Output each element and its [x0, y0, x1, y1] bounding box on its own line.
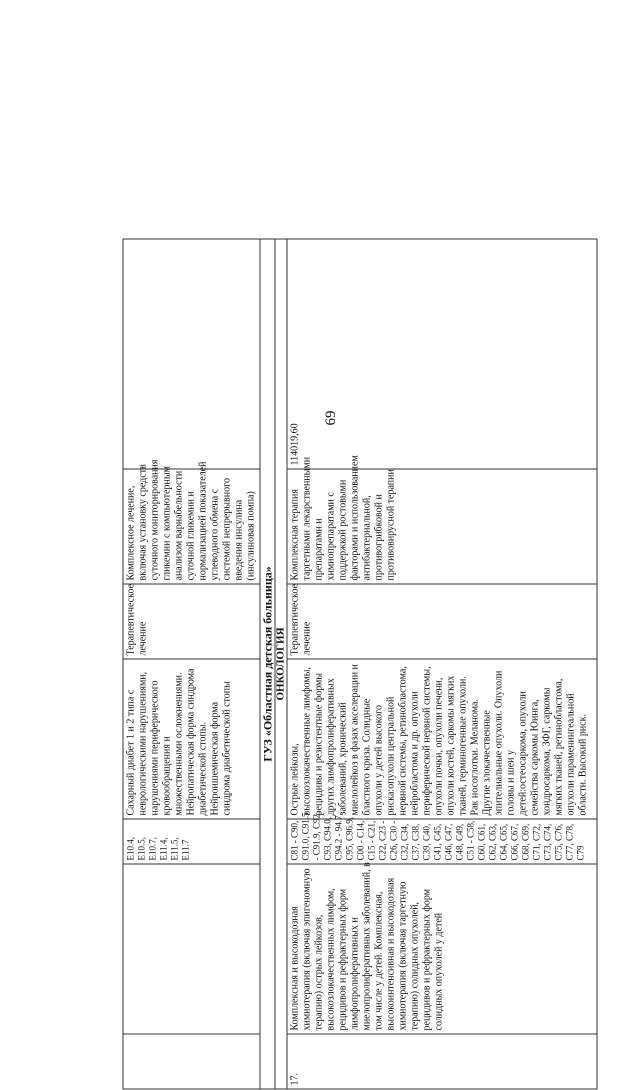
text-line: C79 [575, 845, 586, 861]
text-line: системой непрерывного [221, 478, 233, 581]
text-line: E11.5, [169, 837, 180, 861]
text-line: C95, C96.9, [344, 816, 355, 861]
text-line: включая установку средств [137, 464, 149, 581]
text-line: C77, C78, [564, 823, 575, 861]
text-line: области. Высокий риск. [577, 714, 589, 816]
text-line: головы и шеи у [505, 750, 517, 816]
text-line: других лимфопролиферативных [325, 678, 337, 816]
text-line: противовирусной терапии [385, 469, 397, 581]
treatment-table [123, 239, 598, 1090]
text-line: высокозлокачественные лимфомы, [301, 667, 313, 816]
text-line: Другие злокачественные [481, 710, 493, 816]
text-line: C60, C61, [476, 823, 487, 861]
text-line: - C91.9, C92, [311, 811, 322, 861]
text-line: нейробластома и др. опухоли [409, 691, 421, 816]
cell-prev-diagnosis [123, 659, 260, 819]
section-specialty-row [275, 239, 287, 1089]
text-line: C41, C45, [432, 823, 443, 861]
text-line: C68, C69, [520, 823, 531, 861]
cell-prev-cost [123, 239, 260, 469]
text-line: углеводного обмена с [209, 488, 221, 581]
text-line: опухоли костей, саркомы мягких [445, 675, 457, 816]
text-line: C93, C94.0, [322, 816, 333, 861]
text-line: неврологическими нарушениями, [137, 671, 149, 816]
text-line: E11.7 [180, 839, 191, 861]
cell-17-cost: 114019,60 [287, 239, 597, 469]
text-line: высокозлокачественных лимфом, [325, 888, 337, 1031]
text-line: риска:опухоли центральной [385, 696, 397, 816]
text-line: лимфопролиферативных и [349, 917, 361, 1031]
cell-17-method [287, 455, 597, 584]
cell-17-treatment-type [287, 584, 597, 659]
text-line: C22, C23 - [377, 820, 388, 861]
text-line: E10.4, [125, 837, 136, 861]
text-line: Комплексная и высокодозная [289, 906, 301, 1031]
text-line: суточного мониторирования [149, 459, 161, 581]
text-line: Терапевтическое [125, 583, 137, 656]
text-line: C39, C40, [421, 823, 432, 861]
text-line: опухоли параменингеальной [565, 693, 577, 816]
text-line: миелопролиферативных заболеваний, в [361, 862, 373, 1031]
cell-prev-number [123, 1034, 260, 1089]
text-line: Комплексное лечение, [125, 485, 137, 581]
text-line: C73, C74, [542, 823, 553, 861]
text-line: C15 - C21, [366, 820, 377, 861]
text-line: рецидивов и рефрактерных форм [421, 888, 433, 1031]
text-line: гликемии с компьютерным [161, 466, 173, 581]
text-line: рецидивов и рефрактерных форм [337, 888, 349, 1031]
cell-17-name [287, 864, 597, 1034]
text-line: препаратами и [313, 518, 325, 581]
text-line: введения инсулина [233, 499, 245, 581]
text-line: C37, C38, [410, 823, 421, 861]
text-line: Терапевтическое [289, 583, 301, 656]
text-line: C51 - C58, [465, 820, 476, 861]
section-specialty-title: ОНКОЛОГИЯ [275, 239, 287, 1089]
text-line: нервной системы, ретинобластома, [397, 666, 409, 816]
text-line: детей:остеосаркома, опухоли [517, 691, 529, 816]
text-line: миелолейкоз в фазах акселерации и [349, 664, 361, 816]
text-line: нарушениями периферического [149, 680, 161, 816]
text-line: C66, C67, [509, 823, 520, 861]
cell-prev-codes [123, 819, 260, 864]
text-line: C00 - C14, [355, 820, 366, 861]
text-line: C91.0, C91.5 [300, 812, 311, 861]
cell-17-codes [287, 811, 597, 864]
text-line: C81 - C90, [289, 820, 300, 861]
text-line: (инсулиновая помпа) [245, 491, 257, 581]
text-line: анализом вариабельности [173, 470, 185, 581]
page-number: 69 [323, 410, 339, 426]
text-line: хондросаркома, ЗФГ, саркомы [541, 687, 553, 816]
text-line: E11.4, [158, 837, 169, 861]
text-line: противогрибковой и [373, 494, 385, 581]
text-line: рецидивы и резистентные формы [313, 672, 325, 816]
text-line: Нейроишемическая форма [209, 701, 221, 816]
text-line: диабетической стопы. [197, 721, 209, 816]
text-line: солидных опухолей у детей [433, 912, 445, 1031]
cell-17-number: 17. [287, 1034, 597, 1089]
text-line: бластного криза. Солидные [361, 698, 373, 816]
text-line: семейства саркомы Юинга, [529, 699, 541, 816]
text-line: тканей, герминогенные опухоли. [457, 676, 469, 816]
text-line: Сахарный диабет 1 и 2 типа с [125, 689, 137, 816]
text-line: поддержкой ростовыми [337, 479, 349, 581]
text-line: Острые лейкозы, [289, 743, 301, 816]
text-line: химиотерапия (включая эпигеномную [301, 868, 313, 1031]
table-row-prev [123, 239, 260, 1089]
text-line: C46, C47, [443, 823, 454, 861]
text-line: терапию) солидных опухолей, [409, 901, 421, 1031]
section-hospital-row [260, 239, 275, 1089]
text-line: опухоли у детей высокого [373, 705, 385, 816]
rotated-table-container [123, 240, 598, 1090]
text-line: эпителиальные опухоли. Опухоли [493, 670, 505, 816]
text-line: антибактериальной, [361, 495, 373, 581]
text-line: Комплексная терапия [289, 489, 301, 581]
text-line: C71, C72, [531, 823, 542, 861]
section-hospital-title: ГУЗ «Областная детская больница» [260, 239, 275, 1089]
text-line: заболеваний, хронический [337, 702, 349, 816]
table-row-17 [287, 239, 597, 1089]
text-line: E10.5, [136, 837, 147, 861]
text-line: мягких тканей, ретинобластома, [553, 678, 565, 816]
text-line: факторами и использованием [349, 455, 361, 581]
text-line: терапию) острых лейкозов, [313, 914, 325, 1031]
text-line: Нейропатическая форма синдрома [185, 668, 197, 816]
text-line: таргетными лекарственными [301, 456, 313, 581]
text-line: C75, C76, [553, 823, 564, 861]
text-line: химиопрепаратами с [325, 492, 337, 581]
text-line: нормализацией показателей [197, 461, 209, 581]
text-line: Рак носоглотки. Меланома. [469, 699, 481, 816]
text-line: том числе у детей. Комплексная, [373, 891, 385, 1031]
cell-prev-method [123, 459, 260, 584]
text-line: лечение [301, 621, 313, 656]
text-line: C32, C34, [399, 823, 410, 861]
text-line: C26, C30 - [388, 820, 399, 861]
text-line: синдрома диабетической стопы [221, 681, 233, 816]
text-line: C94.2 - 94.7, [333, 813, 344, 861]
text-line: периферической нервной системы, [421, 666, 433, 816]
text-line: C64, C65, [498, 823, 509, 861]
text-line: опухоли почки, опухоли печени, [433, 677, 445, 816]
text-line: химиотерапия (включая таргетную [397, 881, 409, 1031]
text-line: множественными осложнениями. [173, 672, 185, 816]
text-line: суточной гликемии и [185, 491, 197, 581]
text-line: C62, C63, [487, 823, 498, 861]
text-line: кровообращения и [161, 736, 173, 816]
cell-prev-name [123, 864, 260, 1034]
text-line: высокоинтенсивная и высокодозная [385, 877, 397, 1031]
cell-prev-treatment-type [123, 584, 260, 659]
cell-17-diagnosis [287, 659, 597, 819]
text-line: E10.7, [147, 837, 158, 861]
text-line: лечение [137, 621, 149, 656]
text-line: C48, C49, [454, 823, 465, 861]
